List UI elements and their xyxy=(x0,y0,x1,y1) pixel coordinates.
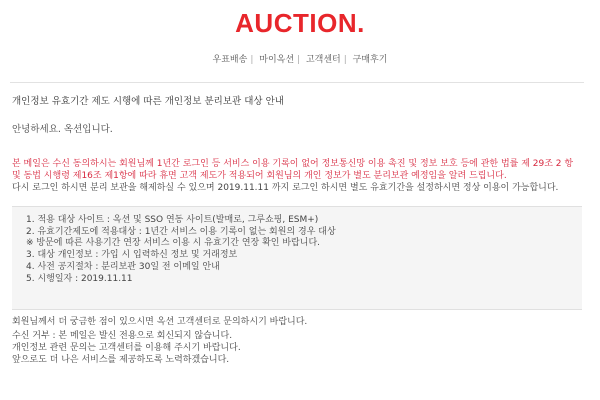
list-item: 2. 유효기간제도에 적용대상 : 1년간 서비스 이용 기록이 없는 회원의 경우 대상 xyxy=(26,226,336,237)
auction-logo[interactable]: AUCTION. xyxy=(235,8,365,38)
notice-highlight: 본 메일은 수신 동의하시는 회원님께 1년간 로그인 등 서비스 이용 기록이 없어 정보통신망 이용 촉진 및 정보 보호 등에 관한 법률 제 29조 2 항 및 동법 시행령 제16조 제1항에 따라 휴면 고객 제도가 적용되어 회원님의 개인 정보가 별도 분리보관 예정임을 알려 드립니다. xyxy=(12,159,574,181)
footer-line: 앞으로도 더 나은 서비스를 제공하도록 노력하겠습니다. xyxy=(12,355,230,365)
nav-link-customer-center[interactable]: 고객센터 xyxy=(305,55,341,65)
notice-body: 다시 로그인 하시면 분리 보관을 해제하실 수 있으며 2019.11.11 까지 로그인 하시면 별도 유효기간을 설정하시면 정상 이용이 가능합니다. xyxy=(12,183,559,193)
nav-separator: | xyxy=(250,55,254,65)
list-item: 1. 적용 대상 사이트 : 옥션 및 SSO 연동 사이트(발매로, 그루쇼핑, ESM+) xyxy=(26,215,319,225)
nav-link-my-auction[interactable]: 마이옥션 xyxy=(259,55,295,65)
top-nav xyxy=(0,52,600,65)
list-item: 4. 사전 공지절차 : 분리보관 30일 전 이메일 안내 xyxy=(26,261,220,272)
greeting: 안녕하세요. 옥션입니다. xyxy=(12,124,113,135)
nav-link-reviews[interactable]: 구매후기 xyxy=(352,55,388,65)
footer-line: 회원님께서 더 궁금한 점이 있으시면 옥션 고객센터로 문의하시기 바랍니다. xyxy=(12,317,308,327)
list-item: 3. 대상 개인정보 : 가입 시 입력하신 정보 및 거래정보 xyxy=(26,250,238,261)
notice-title: 개인정보 유효기간 제도 시행에 따른 개인정보 분리보관 대상 안내 xyxy=(12,96,284,107)
list-item: ※ 방문에 따른 사용기간 연장 서비스 이용 시 유효기간 연장 확인 바랍니다. xyxy=(26,238,320,249)
notice-box xyxy=(12,206,582,310)
list-item: 5. 시행일자 : 2019.11.11 xyxy=(26,273,133,284)
footer-line: 수신 거부 : 본 메일은 발신 전용으로 회신되지 않습니다. xyxy=(12,331,233,341)
header-divider xyxy=(10,82,584,83)
nav-separator: | xyxy=(343,55,347,65)
notice-paragraph xyxy=(12,146,584,194)
nav-separator: | xyxy=(297,55,301,65)
footer-line: 개인정보 관련 문의는 고객센터를 이용해 주시기 바랍니다. xyxy=(12,343,241,353)
footer-text xyxy=(12,316,584,366)
nav-link-delivery[interactable]: 우표배송 xyxy=(212,55,248,65)
notice-list xyxy=(12,207,582,285)
